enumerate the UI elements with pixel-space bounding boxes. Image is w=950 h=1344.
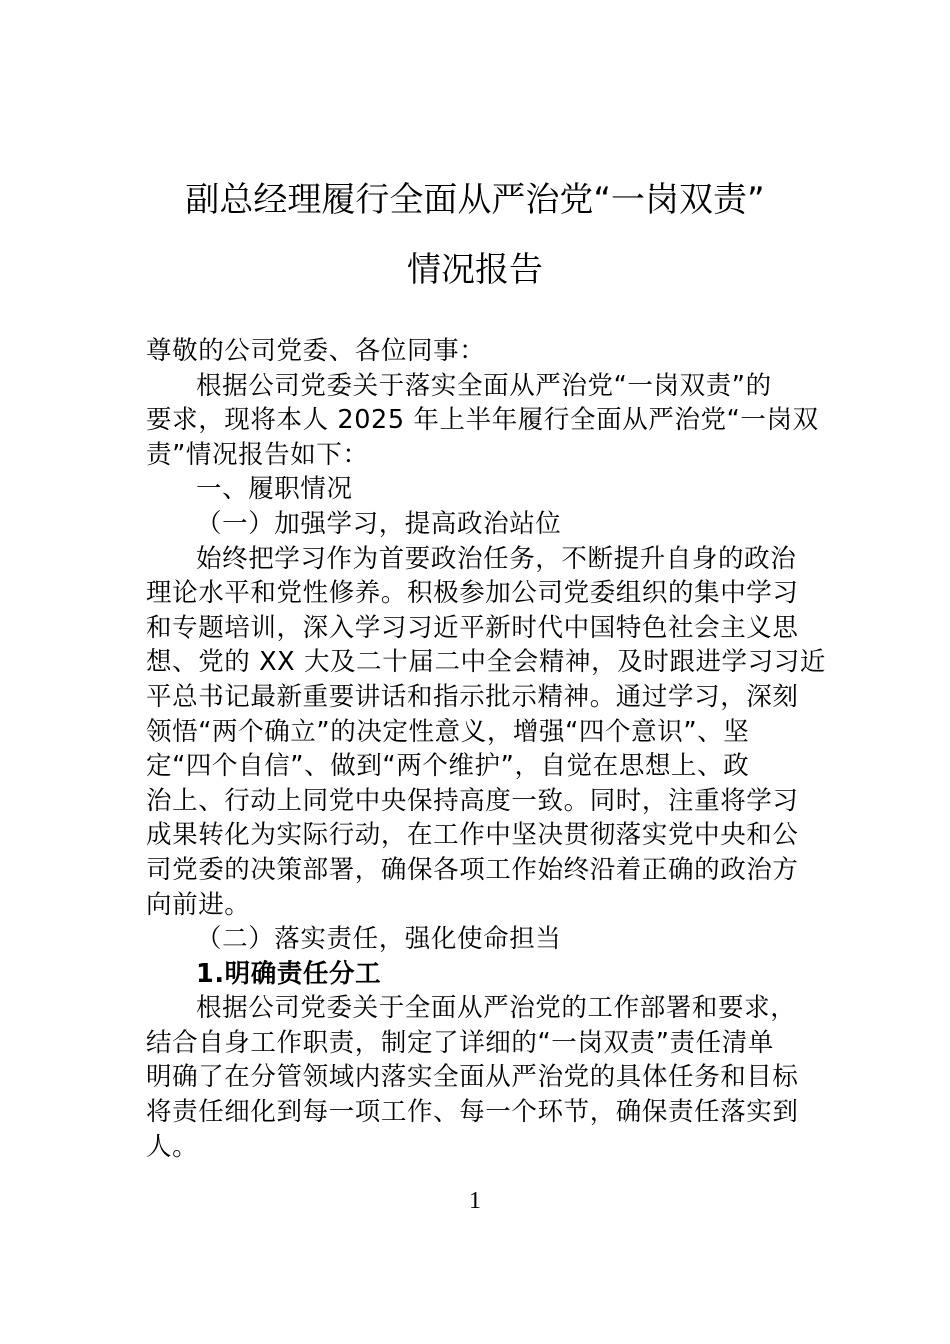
paragraph-line: 结合自身工作职责，制定了详细的“一岗双责”责任清单 xyxy=(146,1027,774,1058)
paragraph-line: 想、党的 XX 大及二十届二中全会精神，及时跟进学习习近 xyxy=(146,647,826,678)
paragraph-line: 根据公司党委关于全面从严治党的工作部署和要求， xyxy=(196,993,797,1024)
intro-paragraph-line: 要求，现将本人 2025 年上半年履行全面从严治党“一岗双 xyxy=(146,405,819,436)
section-heading: 一、履职情况 xyxy=(196,474,353,505)
page-number: 1 xyxy=(469,1188,481,1214)
paragraph-line: 始终把学习作为首要政治任务，不断提升自身的政治 xyxy=(196,543,797,574)
document-title-line-2: 情况报告 xyxy=(407,250,543,290)
paragraph-line: 定“四个自信”、做到“两个维护”，自觉在思想上、政 xyxy=(146,751,750,782)
numbered-heading: 1.明确责任分工 xyxy=(196,958,382,989)
paragraph-line: 司党委的决策部署，确保各项工作始终沿着正确的政治方 xyxy=(146,854,799,885)
document-body xyxy=(146,334,826,1164)
paragraph-line: 和专题培训，深入学习习近平新时代中国特色社会主义思 xyxy=(146,612,799,643)
paragraph-line: 将责任细化到每一项工作、每一个环节，确保责任落实到 xyxy=(146,1097,799,1128)
document-title-line-1: 副总经理履行全面从严治党“一岗双责” xyxy=(185,180,765,220)
intro-paragraph-line: 根据公司党委关于落实全面从严治党“一岗双责”的 xyxy=(196,370,772,401)
salutation: 尊敬的公司党委、各位同事： xyxy=(146,336,486,366)
paragraph-line: 向前进。 xyxy=(146,889,251,920)
paragraph-line: 领悟“两个确立”的决定性意义，增强“四个意识”、坚 xyxy=(146,716,750,747)
paragraph-line: 治上、行动上同党中央保持高度一致。同时，注重将学习 xyxy=(146,785,799,816)
intro-paragraph-line: 责”情况报告如下： xyxy=(146,439,369,470)
paragraph-line: 平总书记最新重要讲话和指示批示精神。通过学习，深刻 xyxy=(146,681,799,712)
paragraph-line: 成果转化为实际行动，在工作中坚决贯彻落实党中央和公 xyxy=(146,820,799,851)
subsection-heading: （二）落实责任，强化使命担当 xyxy=(196,924,562,955)
paragraph-line: 人。 xyxy=(146,1131,199,1162)
paragraph-line: 明确了在分管领域内落实全面从严治党的具体任务和目标 xyxy=(146,1062,799,1093)
paragraph-line: 理论水平和党性修养。积极参加公司党委组织的集中学习 xyxy=(146,578,799,609)
subsection-heading: （一）加强学习，提高政治站位 xyxy=(196,508,562,539)
